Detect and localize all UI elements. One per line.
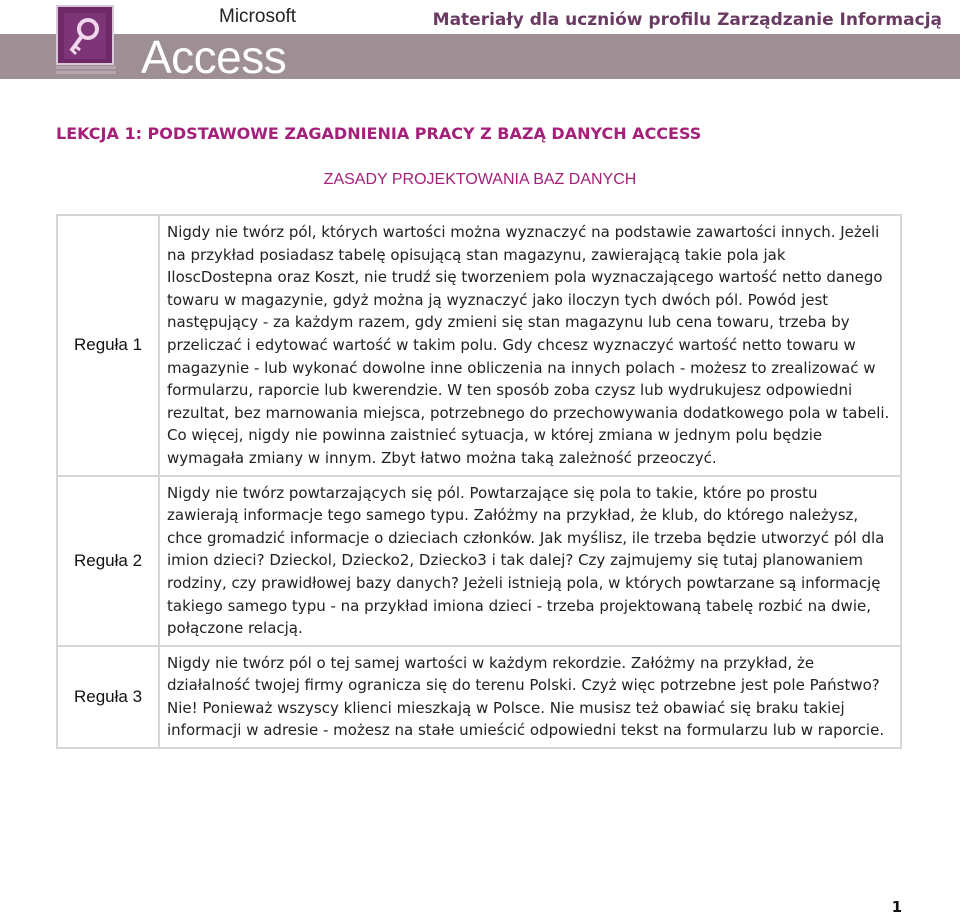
rule-text: Nigdy nie twórz pól o tej samej wartości w każdym rekordzie. Załóżmy na przykład, że działalność twojej firmy ogranicza się do terenu Polski. Czyż więc potrzebne jest pole Państwo? Nie! Ponieważ wszyscy klienci mieszkają w Polsce. Nie musisz też obawiać się braku takiej informacji w adresie - możesz na stałe umieścić odpowiedni tekst na formularzu lub w raporcie. [159, 646, 901, 748]
lesson-title: LEKCJA 1: PODSTAWOWE ZAGADNIENIA PRACY Z BAZĄ DANYCH ACCESS [56, 124, 702, 143]
page-number: 1 [891, 898, 902, 916]
section-title: ZASADY PROJEKTOWANIA BAZ DANYCH [323, 171, 637, 188]
page-header [0, 0, 960, 83]
rule-name: Reguła 3 [57, 646, 159, 748]
table-row [57, 215, 901, 476]
brand-access: Access [141, 31, 287, 83]
table-row [57, 646, 901, 748]
rule-text: Nigdy nie twórz pól, których wartości można wyznaczyć na podstawie zawartości innych. Jeżeli na przykład posiadasz tabelę opisującą stan magazynu, zawierającą takie pola jak IloscDostepna oraz Koszt, nie trudź się tworzeniem pola wyznaczającego wartość netto danego towaru w magazynie, gdyż można ją wyznaczyć jako iloczyn tych dwóch pól. Powód jest następujący - za każdym razem, gdy zmieni się stan magazynu lub cena towaru, trzeba by przeliczać i edytować wartość w takim polu. Gdy chcesz wyznaczyć wartość netto towaru w magazynie - lub wykonać dowolne inne obliczenia na innych polach - możesz to zrealizować w formularzu, raporcie lub kwerendzie. W ten sposób zoba czysz lub wydrukujesz odpowiedni rezultat, bez marnowania miejsca, potrzebnego do przechowywania dodatkowego pola w tabeli. Co więcej, nigdy nie powinna zaistnieć sytuacja, w której zmiana w jednym polu będzie wymagała zmiany w innym. Zbyt łatwo można taką zależność przeoczyć. [159, 215, 901, 476]
key-icon [62, 11, 108, 61]
rule-name: Reguła 1 [57, 215, 159, 476]
rule-text: Nigdy nie twórz powtarzających się pól. Powtarzające się pola to takie, które po prostu zawierają informacje tego samego typu. Załóżmy na przykład, że klub, do którego należysz, chce gromadzić informacje o dzieciach członków. Jak myślisz, ile trzeba będzie utworzyć pól dla imion dzieci? Dzieckol, Dziecko2, Dziecko3 i tak dalej? Czy zajmujemy się tutaj planowaniem rodziny, czy prawidłowej bazy danych? Jeżeli istnieją pola, w których powtarzane są informację takiego samego typu - na przykład imiona dzieci - trzeba projektowaną tabelę rozbić na dwie, połączone relacją. [159, 476, 901, 646]
document-header-title: Materiały dla uczniów profilu Zarządzanie Informacją [432, 10, 942, 30]
rules-table [56, 214, 902, 749]
access-logo [56, 5, 114, 65]
table-row [57, 476, 901, 646]
rule-name: Reguła 2 [57, 476, 159, 646]
brand-microsoft: Microsoft [219, 6, 297, 27]
logo-underline [56, 66, 116, 78]
